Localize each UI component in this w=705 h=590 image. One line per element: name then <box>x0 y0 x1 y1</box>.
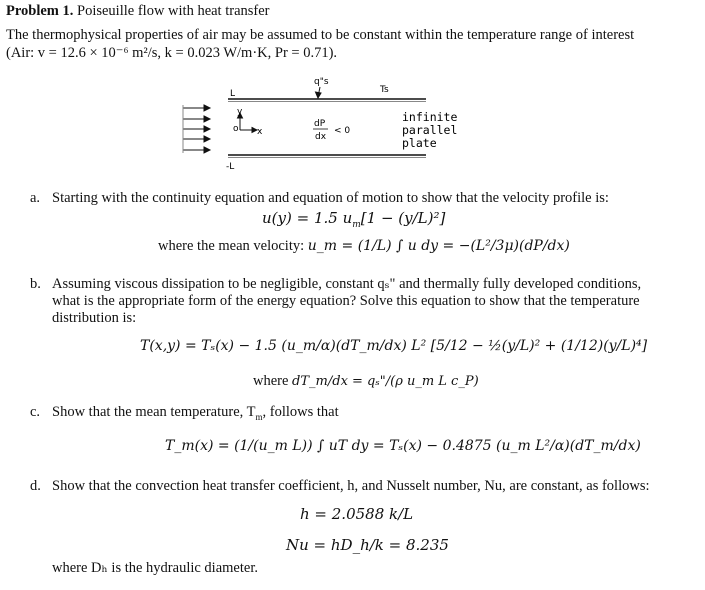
part-d-text: Show that the convection heat transfer coefficient, h, and Nusselt number, Nu, are constant, as follows: <box>52 478 650 494</box>
part-b-line-1: Assuming viscous dissipation to be negligible, constant qₛ" and thermally fully developed conditions, <box>52 276 642 292</box>
part-c-text <box>52 404 339 421</box>
velocity-eq-rest: [1 − (y/L)²] <box>360 209 446 227</box>
velocity-eq-main: u(y) = 1.5 u <box>262 209 353 227</box>
velocity-eq-sub: m <box>352 220 361 230</box>
dPdx-denominator: dx <box>315 132 327 142</box>
temperature-distribution-eq: T(x,y) = Tₛ(x) − 1.5 (u_m/α)(dT_m/dx) L² [5/12 − ½(y/L)² + (1/12)(y/L)⁴] <box>140 338 648 354</box>
hydraulic-diameter-note: where Dₕ is the hydraulic diameter. <box>52 560 258 576</box>
y-axis-label: y <box>237 107 243 117</box>
note-infinite: infinite <box>402 110 458 124</box>
part-a-text: Starting with the continuity equation and equation of motion to show that the velocity profile is: <box>52 190 609 206</box>
part-a-marker: a. <box>30 190 41 206</box>
less-than-zero: < 0 <box>334 126 351 136</box>
part-c-marker: c. <box>30 404 41 420</box>
intro-line-1: The thermophysical properties of air may be assumed to be constant within the temperature range of interest <box>6 27 635 43</box>
part-b-where: where <box>253 373 289 389</box>
part-a-equation-2 <box>158 238 570 255</box>
heat-flux-label: q"s <box>314 77 329 87</box>
part-b-line-3: distribution is: <box>52 310 137 326</box>
mean-velocity-eq: u_m = (1/L) ∫ u dy = −(L²/3μ)(dP/dx) <box>307 238 570 254</box>
L-top-label: L <box>230 89 236 99</box>
part-a-equation-1 <box>262 209 446 230</box>
surface-temp-label: Ts <box>380 85 389 95</box>
part-b-line-2: what is the appropriate form of the energy equation? Solve this equation to show that the temperature <box>52 293 640 309</box>
problem-title <box>6 3 270 20</box>
mean-temperature-eq: T_m(x) = (1/(u_m L)) ∫ uT dy = Tₛ(x) − 0.4875 (u_m L²/α)(dT_m/dx) <box>165 438 641 454</box>
L-bottom-label: -L <box>226 162 235 172</box>
mean-velocity-prefix: where the mean velocity: <box>158 238 305 254</box>
origin-label: o <box>233 124 239 134</box>
part-c-text-sub: m <box>255 411 263 422</box>
problem-label: Problem 1. <box>6 3 74 19</box>
dPdx-numerator: dP <box>314 119 326 129</box>
part-b-marker: b. <box>30 276 41 292</box>
parallel-plate-diagram <box>168 70 488 180</box>
intro-line-2: (Air: v = 12.6 × 10⁻⁶ m²/s, k = 0.023 W/m·K, Pr = 0.71). <box>6 45 338 61</box>
part-b-where-line <box>253 373 479 390</box>
heat-transfer-coeff-eq: h = 2.0588 k/L <box>300 505 414 523</box>
mean-temp-gradient-eq: dT_m/dx = qₛ"/(ρ u_m L c_P) <box>292 374 479 389</box>
x-axis-label: x <box>257 127 263 137</box>
inflow-arrows <box>183 105 210 153</box>
note-plate: plate <box>402 136 437 150</box>
heat-flux-arrow <box>316 87 322 98</box>
nusselt-number-eq: Nu = hD_h/k = 8.235 <box>286 536 449 554</box>
problem-title-text: Poiseuille flow with heat transfer <box>77 3 270 19</box>
note-parallel: parallel <box>402 123 458 137</box>
part-c-text-main: Show that the mean temperature, T <box>52 404 256 420</box>
part-c-text-end: , follows that <box>262 404 339 420</box>
part-d-marker: d. <box>30 478 41 494</box>
